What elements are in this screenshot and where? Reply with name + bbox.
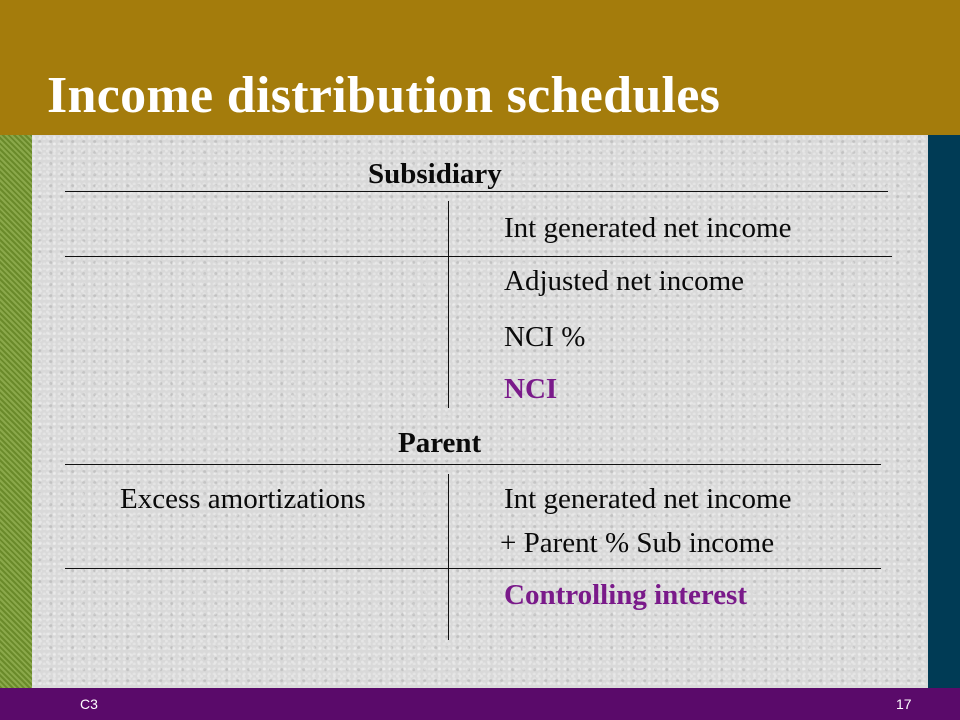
parent-excess-amortizations: Excess amortizations [120, 483, 366, 515]
subsidiary-adjusted-net-income: Adjusted net income [504, 265, 745, 297]
subsidiary-mid-rule [65, 256, 892, 257]
footer-slide-number: 17 [896, 696, 912, 712]
subsidiary-nci-percent: NCI % [504, 321, 586, 353]
right-decorative-strip [928, 135, 960, 688]
parent-sub-income-line: + Parent % Sub income [500, 527, 775, 559]
title-bar [0, 0, 960, 135]
footer-chapter: C3 [80, 696, 98, 712]
left-decorative-strip [0, 135, 32, 688]
slide-body [32, 135, 928, 688]
parent-t-divider [448, 474, 449, 640]
footer-bar [0, 688, 960, 720]
slide-title: Income distribution schedules [47, 67, 721, 124]
parent-mid-rule [65, 568, 881, 569]
subsidiary-t-divider [448, 201, 449, 408]
subsidiary-heading: Subsidiary [368, 158, 502, 190]
parent-heading: Parent [398, 427, 482, 459]
parent-top-rule [65, 464, 881, 465]
subsidiary-top-rule [65, 191, 888, 192]
parent-int-generated-net-income: Int generated net income [504, 483, 792, 515]
subsidiary-nci: NCI [504, 373, 558, 405]
parent-controlling-interest: Controlling interest [504, 579, 748, 611]
subsidiary-int-generated-net-income: Int generated net income [504, 212, 792, 244]
